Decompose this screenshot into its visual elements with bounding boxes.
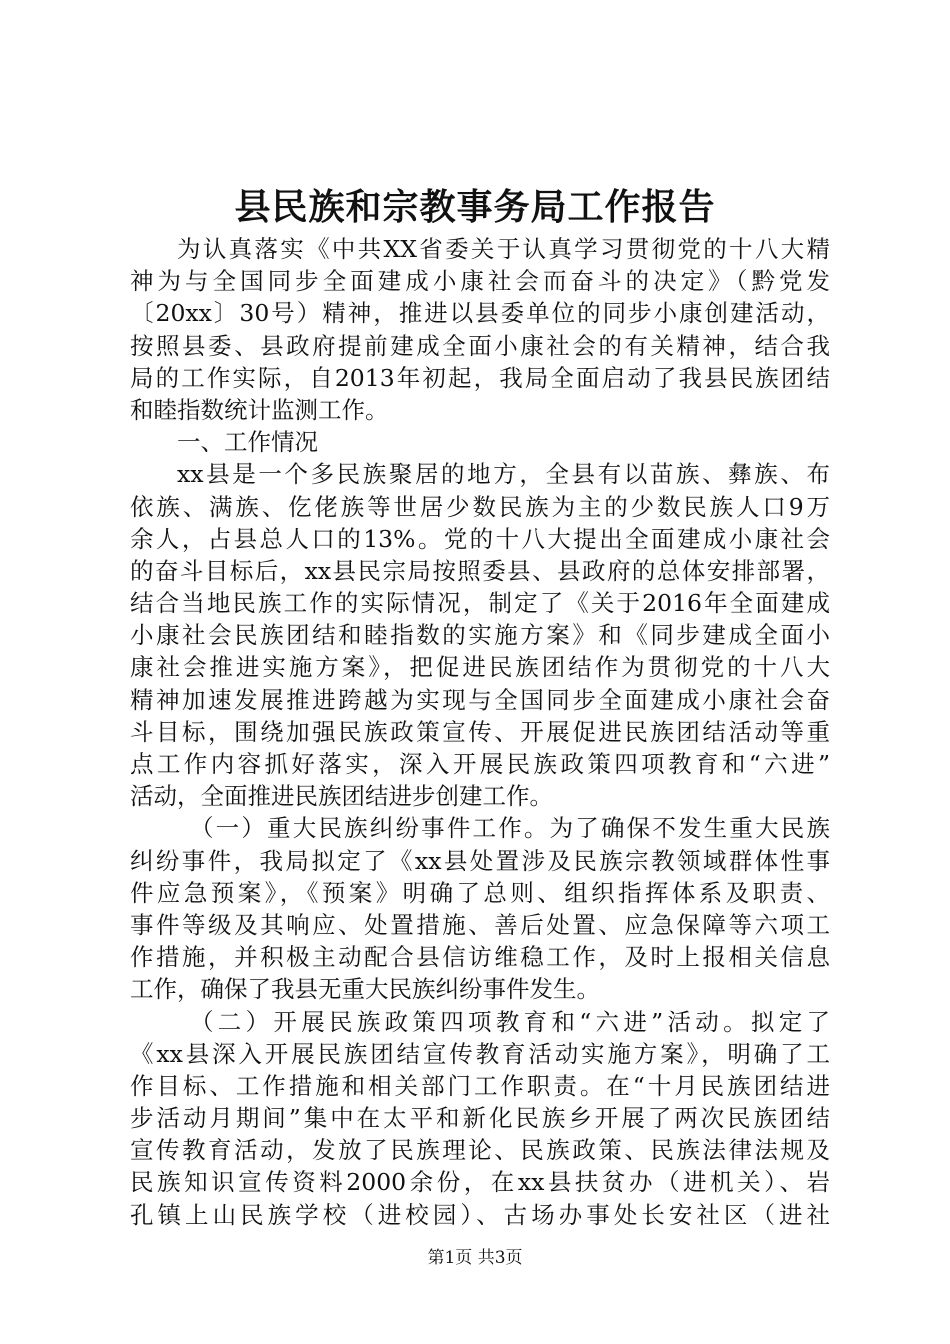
text-line: 神为与全国同步全面建成小康社会而奋斗的决定》（黔党发: [130, 267, 830, 296]
document-title: 县民族和宗教事务局工作报告: [234, 186, 716, 228]
text-line: 活动，全面推进民族团结进步创建工作。: [130, 782, 553, 811]
text-line: 孔镇上山民族学校（进校园）、古场办事处长安社区（进社: [130, 1200, 830, 1229]
text-line: 件应急预案》，《预案》明确了总则、组织指挥体系及职责、: [130, 878, 830, 907]
text-line: 工作，确保了我县无重大民族纠纷事件发生。: [130, 975, 600, 1004]
document-body: [130, 233, 830, 1231]
text-line: 结合当地民族工作的实际情况，制定了《关于2016年全面建成: [130, 589, 830, 618]
text-line: 《xx县深入开展民族团结宣传教育活动实施方案》，明确了工: [130, 1039, 830, 1068]
text-line: xx县是一个多民族聚居的地方，全县有以苗族、彝族、布: [177, 460, 830, 489]
text-line: （一）重大民族纠纷事件工作。为了确保不发生重大民族: [190, 814, 830, 843]
text-line: 余人，占县总人口的13%。党的十八大提出全面建成小康社会: [130, 524, 830, 553]
text-line: 作目标、工作措施和相关部门工作职责。在“十月民族团结进: [130, 1071, 830, 1100]
page-footer: 第1页 共3页: [427, 1248, 523, 1268]
text-line: 纠纷事件，我局拟定了《xx县处置涉及民族宗教领域群体性事: [130, 846, 830, 875]
text-line: 〔20xx〕30号）精神，推进以县委单位的同步小康创建活动，: [130, 299, 830, 328]
text-line: 步活动月期间”集中在太平和新化民族乡开展了两次民族团结: [130, 1104, 830, 1133]
text-line: 宣传教育活动，发放了民族理论、民族政策、民族法律法规及: [130, 1136, 830, 1165]
text-line: 小康社会民族团结和睦指数的实施方案》和《同步建成全面小: [130, 621, 830, 650]
text-line: 精神加速发展推进跨越为实现与全国同步全面建成小康社会奋: [130, 685, 830, 714]
text-line: 康社会推进实施方案》，把促进民族团结作为贯彻党的十八大: [130, 653, 830, 682]
text-line: 的奋斗目标后，xx县民宗局按照委县、县政府的总体安排部署，: [130, 556, 830, 585]
text-line: 事件等级及其响应、处置措施、善后处置、应急保障等六项工: [130, 910, 830, 939]
text-line: 依族、满族、仡佬族等世居少数民族为主的少数民族人口9万: [130, 492, 830, 521]
text-line: 和睦指数统计监测工作。: [130, 395, 389, 424]
text-line: 局的工作实际，自2013年初起，我局全面启动了我县民族团结: [130, 363, 830, 392]
text-line: 民族知识宣传资料2000余份，在xx县扶贫办（进机关）、岩: [130, 1168, 830, 1197]
text-line: 按照县委、县政府提前建成全面小康社会的有关精神，结合我: [130, 331, 830, 360]
text-line: 作措施，并积极主动配合县信访维稳工作，及时上报相关信息: [130, 943, 830, 972]
text-line: （二）开展民族政策四项教育和“六进”活动。拟定了: [190, 1007, 830, 1036]
text-line: 斗目标，围绕加强民族政策宣传、开展促进民族团结活动等重: [130, 717, 830, 746]
text-line: 为认真落实《中共XX省委关于认真学习贯彻党的十八大精: [177, 235, 830, 263]
text-line: 一、工作情况: [177, 428, 318, 457]
text-line: 点工作内容抓好落实，深入开展民族政策四项教育和“六进”: [130, 750, 830, 778]
